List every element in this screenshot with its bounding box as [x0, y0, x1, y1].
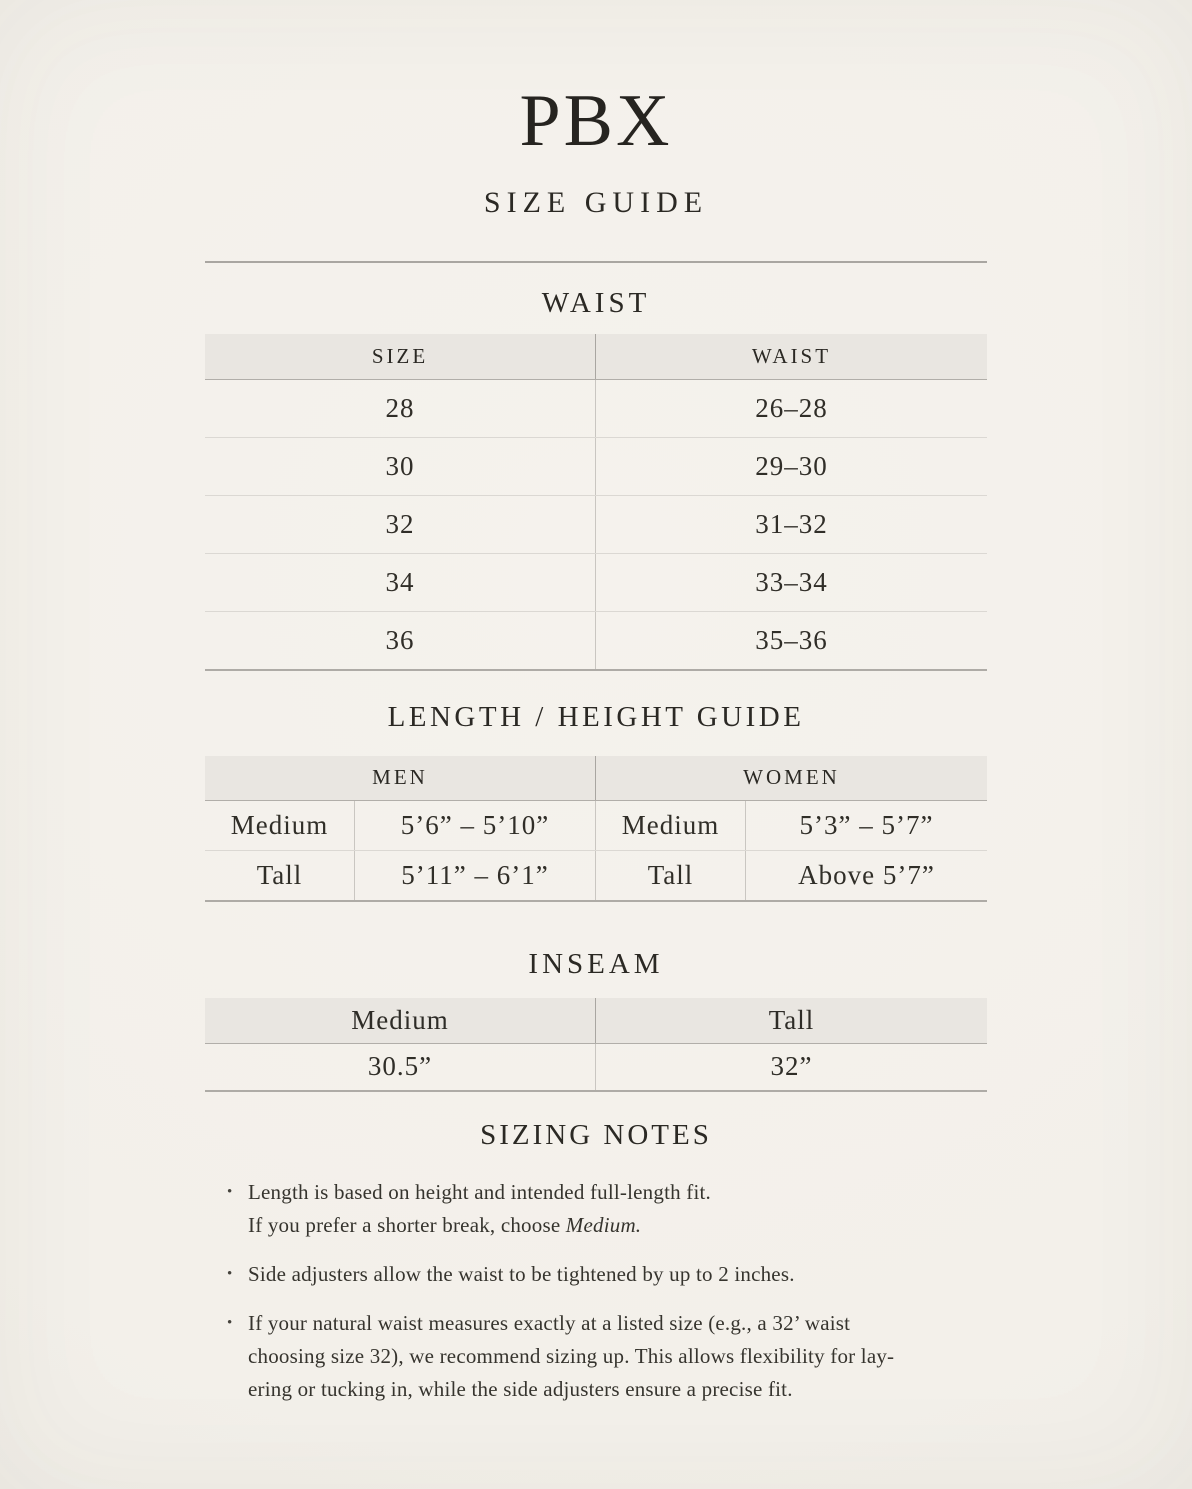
table-cell: 34 — [205, 554, 596, 611]
table-cell: 36 — [205, 612, 596, 669]
page-title: SIZE GUIDE — [483, 186, 709, 219]
table-cell: 30.5” — [205, 1044, 596, 1090]
table-cell: 28 — [205, 380, 596, 437]
note-text-emphasis: Medium. — [565, 1212, 642, 1237]
note-text-line — [248, 1209, 987, 1242]
column-header-medium: Medium — [205, 998, 596, 1043]
content-column — [205, 0, 987, 1406]
table-cell: Medium — [205, 801, 355, 850]
column-header-tall: Tall — [768, 1004, 815, 1035]
table-row — [205, 850, 987, 900]
table-cell: 5’6” – 5’10” — [355, 801, 596, 850]
note-text-line: ering or tucking in, while the side adjusters ensure a precise fit. — [248, 1376, 793, 1401]
note-text-line: If your natural waist measures exactly at a listed size (e.g., a 32’ waist — [248, 1310, 851, 1335]
table-cell: Above 5’7” — [798, 859, 935, 890]
table-cell: Tall — [205, 851, 355, 900]
table-cell: 26–28 — [755, 392, 828, 423]
divider-rule — [205, 261, 987, 263]
table-cell: 5’11” – 6’1” — [355, 851, 596, 900]
sizing-notes-list — [205, 1176, 987, 1406]
column-header-women: WOMEN — [743, 765, 840, 789]
table-cell: Medium — [596, 801, 746, 850]
inseam-table — [205, 998, 987, 1092]
note-text-line: choosing size 32), we recommend sizing up. This allows flexibility for lay- — [248, 1343, 895, 1368]
length-table-header — [205, 756, 987, 801]
table-row — [205, 437, 987, 495]
inseam-table-header — [205, 998, 987, 1044]
table-cell: 35–36 — [755, 624, 828, 655]
waist-table-header — [205, 334, 987, 380]
table-cell: 30 — [205, 438, 596, 495]
length-section-title: LENGTH / HEIGHT GUIDE — [387, 700, 805, 733]
table-row — [205, 1044, 987, 1090]
table-row — [205, 380, 987, 437]
list-item — [227, 1176, 987, 1242]
length-height-table — [205, 756, 987, 902]
column-header-waist: WAIST — [751, 343, 832, 368]
table-row — [205, 495, 987, 553]
waist-table — [205, 334, 987, 671]
table-row — [205, 553, 987, 611]
table-cell: 31–32 — [755, 508, 828, 539]
list-item — [227, 1258, 987, 1291]
list-item — [227, 1307, 987, 1406]
table-cell: Tall — [596, 851, 746, 900]
column-header-size: SIZE — [205, 334, 596, 379]
note-text-line: Length is based on height and intended full-length fit. — [248, 1179, 711, 1204]
table-cell: 29–30 — [755, 450, 828, 481]
table-cell: 32” — [770, 1051, 813, 1081]
table-cell: 5’3” – 5’7” — [799, 809, 934, 840]
table-row — [205, 611, 987, 669]
table-cell: 32 — [205, 496, 596, 553]
table-cell: 33–34 — [755, 566, 828, 597]
bullet-icon: • — [227, 1265, 233, 1282]
notes-section-title: SIZING NOTES — [480, 1118, 712, 1151]
brand-title: PBX — [519, 80, 673, 162]
note-text: If you prefer a shorter break, choose — [248, 1212, 566, 1237]
bullet-icon: • — [227, 1314, 233, 1331]
note-text-line: Side adjusters allow the waist to be tightened by up to 2 inches. — [248, 1261, 795, 1286]
waist-section-title: WAIST — [541, 286, 651, 319]
column-header-men: MEN — [205, 756, 596, 800]
table-row — [205, 801, 987, 850]
bullet-icon: • — [227, 1183, 233, 1200]
inseam-section-title: INSEAM — [528, 947, 664, 980]
